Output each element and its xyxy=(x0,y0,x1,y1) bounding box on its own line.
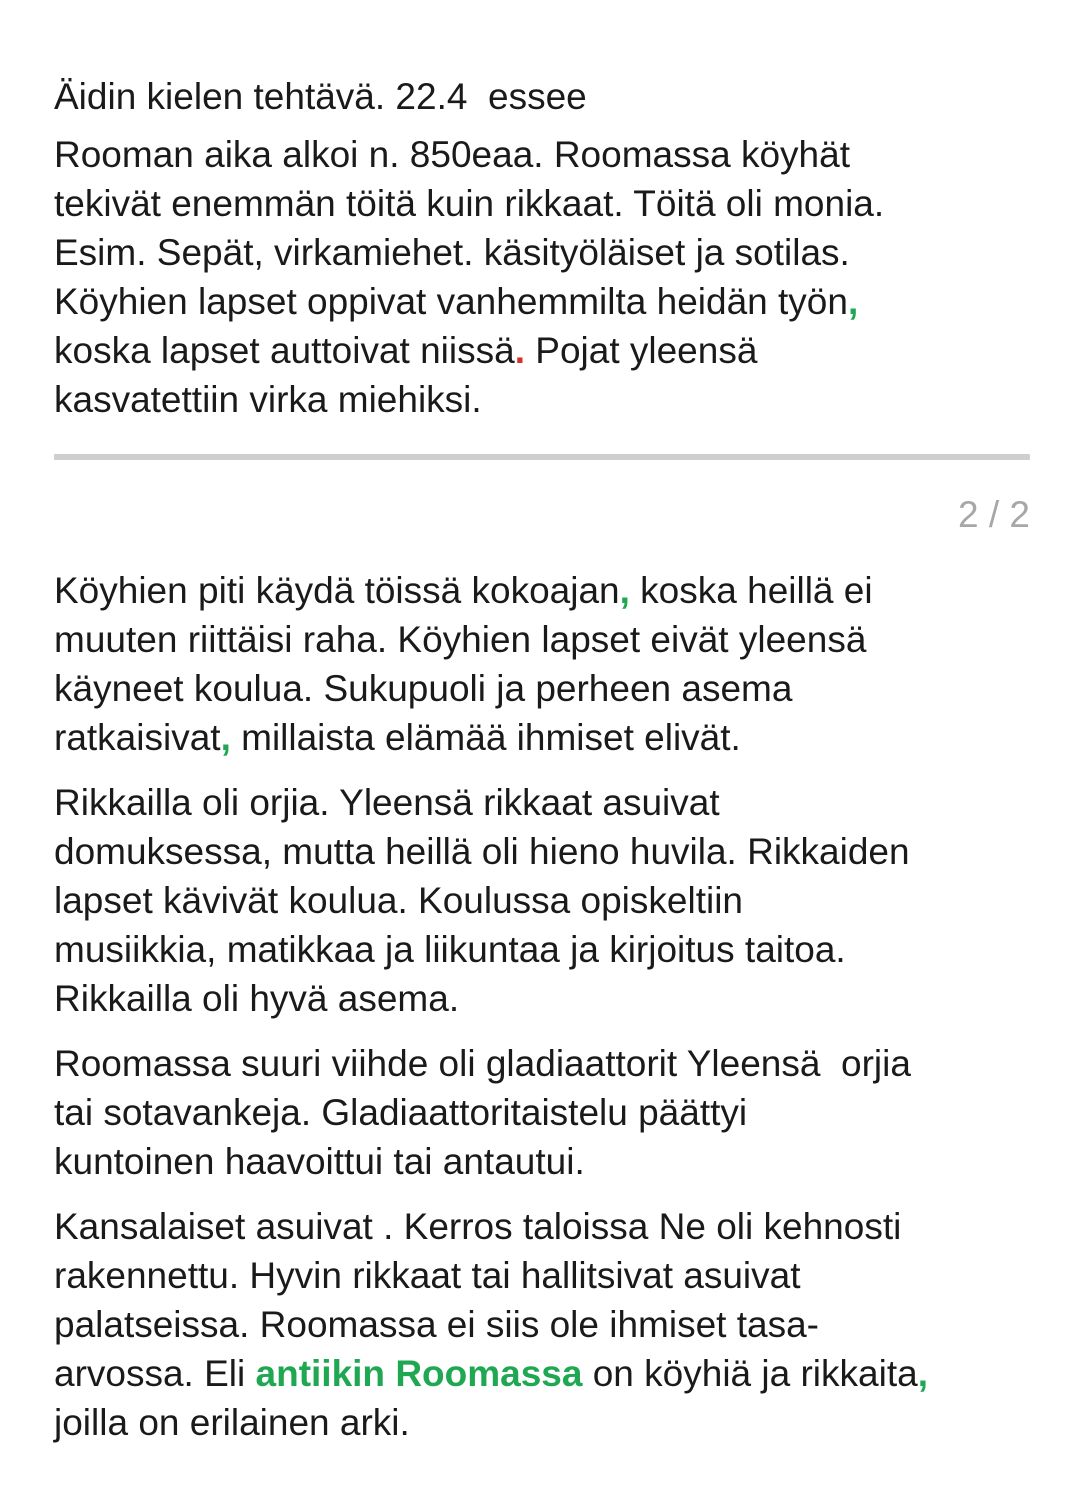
text-line: kasvatettiin virka miehiksi. xyxy=(54,379,482,420)
text-segment: koska lapset auttoivat niissä xyxy=(54,330,515,371)
paragraph-gladiators xyxy=(54,1039,1030,1186)
text-segment: Pojat yleensä xyxy=(524,330,758,371)
text-line: joilla on erilainen arki. xyxy=(54,1402,410,1443)
text-segment: Köyhien lapset oppivat vanhemmilta heidän työn xyxy=(54,281,848,322)
text-segment: millaista elämää ihmiset elivät. xyxy=(230,717,741,758)
correction-period-mark[interactable]: . xyxy=(514,330,525,371)
text-line: Rikkailla oli hyvä asema. xyxy=(54,978,460,1019)
correction-comma-mark[interactable]: , xyxy=(619,570,630,611)
text-line: rakennettu. Hyvin rikkaat tai hallitsivat asuivat xyxy=(54,1255,801,1296)
correction-highlight[interactable]: antiikin Roomassa xyxy=(255,1353,583,1394)
page-indicator: 2 / 2 xyxy=(958,494,1030,535)
text-line xyxy=(54,277,1030,326)
essay-title: Äidin kielen tehtävä. 22.4 essee xyxy=(54,76,587,117)
text-line xyxy=(54,1349,1030,1398)
text-line: käyneet koulua. Sukupuoli ja perheen asema xyxy=(54,668,793,709)
text-segment: koska heillä ei xyxy=(629,570,873,611)
correction-comma-mark[interactable]: , xyxy=(917,1353,928,1394)
correction-comma-mark[interactable]: , xyxy=(220,717,231,758)
paragraph-intro xyxy=(54,130,1030,424)
paragraph-poor xyxy=(54,566,1030,762)
text-line: Kansalaiset asuivat . Kerros taloissa Ne oli kehnosti xyxy=(54,1206,902,1247)
text-line xyxy=(54,713,1030,762)
text-line: tekivät enemmän töitä kuin rikkaat. Töitä oli monia. xyxy=(54,183,885,224)
text-segment: Köyhien piti käydä töissä kokoajan xyxy=(54,570,620,611)
text-line xyxy=(54,326,1030,375)
text-line: domuksessa, mutta heillä oli hieno huvila. Rikkaiden xyxy=(54,831,910,872)
text-line: lapset kävivät koulua. Koulussa opiskeltiin xyxy=(54,880,743,921)
document xyxy=(54,72,1030,1463)
text-line: Rikkailla oli orjia. Yleensä rikkaat asuivat xyxy=(54,782,720,823)
text-line: tai sotavankeja. Gladiaattoritaistelu päättyi xyxy=(54,1092,748,1133)
paragraph-rich xyxy=(54,778,1030,1023)
text-line xyxy=(54,566,1030,615)
text-line: kuntoinen haavoittui tai antautui. xyxy=(54,1141,585,1182)
text-line: Rooman aika alkoi n. 850eaa. Roomassa köyhät xyxy=(54,134,850,175)
correction-comma-mark[interactable]: , xyxy=(847,281,859,322)
text-line: palatseissa. Roomassa ei siis ole ihmiset tasa- xyxy=(54,1304,819,1345)
paragraph-citizens xyxy=(54,1202,1030,1447)
text-line: Roomassa suuri viihde oli gladiaattorit Yleensä orjia xyxy=(54,1043,911,1084)
text-line: muuten riittäisi raha. Köyhien lapset eivät yleensä xyxy=(54,619,867,660)
text-segment: arvossa. Eli xyxy=(54,1353,256,1394)
page-divider xyxy=(54,454,1030,460)
text-segment: on köyhiä ja rikkaita xyxy=(582,1353,918,1394)
text-line: Esim. Sepät, virkamiehet. käsityöläiset ja sotilas. xyxy=(54,232,850,273)
text-line: musiikkia, matikkaa ja liikuntaa ja kirjoitus taitoa. xyxy=(54,929,846,970)
text-segment: ratkaisivat xyxy=(54,717,221,758)
